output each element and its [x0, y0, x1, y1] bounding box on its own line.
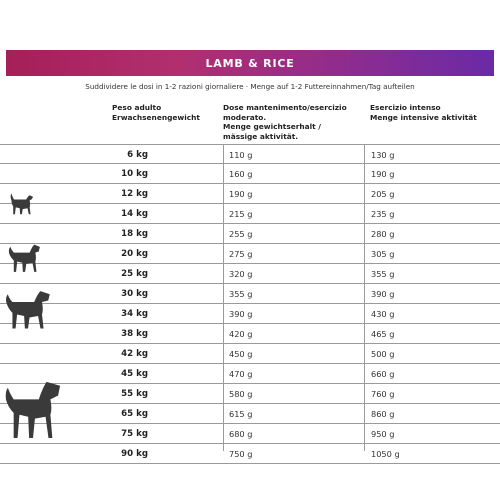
- weight-cell: 65 kg: [121, 409, 148, 419]
- table-row: [0, 204, 500, 224]
- intense-cell: 860 g: [371, 409, 395, 419]
- maintenance-cell: 320 g: [229, 269, 253, 279]
- weight-cell: 20 kg: [121, 249, 148, 259]
- maintenance-cell: 450 g: [229, 349, 253, 359]
- intense-cell: 280 g: [371, 229, 395, 239]
- maintenance-cell: 680 g: [229, 429, 253, 439]
- table-row: [0, 304, 500, 324]
- intense-cell: 660 g: [371, 369, 395, 379]
- intense-cell: 390 g: [371, 289, 395, 299]
- maintenance-cell: 255 g: [229, 229, 253, 239]
- intense-cell: 500 g: [371, 349, 395, 359]
- large-dog-icon: [4, 288, 52, 330]
- maintenance-cell: 190 g: [229, 189, 253, 199]
- table-row: [0, 344, 500, 364]
- intense-cell: 465 g: [371, 329, 395, 339]
- weight-cell: 45 kg: [121, 369, 148, 379]
- intense-cell: 760 g: [371, 389, 395, 399]
- weight-cell: 38 kg: [121, 329, 148, 339]
- table-row: [0, 264, 500, 284]
- weight-cell: 10 kg: [121, 169, 148, 179]
- weight-cell: 55 kg: [121, 389, 148, 399]
- product-banner: [6, 50, 494, 76]
- weight-cell: 18 kg: [121, 229, 148, 239]
- weight-cell: 12 kg: [121, 189, 148, 199]
- intense-cell: 950 g: [371, 429, 395, 439]
- weight-cell: 75 kg: [121, 429, 148, 439]
- column-header-maintenance: Dose mantenimento/esercizio moderato. Menge gewichtserhalt / mässige aktivität.: [223, 103, 347, 141]
- intense-cell: 305 g: [371, 249, 395, 259]
- intense-cell: 355 g: [371, 269, 395, 279]
- maintenance-cell: 580 g: [229, 389, 253, 399]
- intense-cell: 190 g: [371, 169, 395, 179]
- maintenance-cell: 355 g: [229, 289, 253, 299]
- table-row: [0, 184, 500, 204]
- maintenance-cell: 750 g: [229, 449, 253, 459]
- weight-cell: 25 kg: [121, 269, 148, 279]
- table-row: [0, 384, 500, 404]
- table-row: [0, 244, 500, 264]
- feeding-table: [0, 144, 500, 464]
- intense-cell: 1050 g: [371, 449, 400, 459]
- maintenance-cell: 390 g: [229, 309, 253, 319]
- column-header-weight: Peso adulto Erwachsenengewicht: [112, 103, 200, 122]
- maintenance-cell: 215 g: [229, 209, 253, 219]
- medium-dog-icon: [6, 239, 42, 273]
- small-dog-icon: [8, 189, 34, 217]
- weight-cell: 6 kg: [127, 150, 148, 160]
- weight-cell: 30 kg: [121, 289, 148, 299]
- maintenance-cell: 110 g: [229, 150, 253, 160]
- intense-cell: 130 g: [371, 150, 395, 160]
- maintenance-cell: 615 g: [229, 409, 253, 419]
- table-row: [0, 444, 500, 464]
- intense-cell: 430 g: [371, 309, 395, 319]
- giant-dog-icon: [4, 378, 62, 440]
- intense-cell: 205 g: [371, 189, 395, 199]
- table-row: [0, 424, 500, 444]
- table-row: [0, 224, 500, 244]
- maintenance-cell: 420 g: [229, 329, 253, 339]
- table-row: [0, 364, 500, 384]
- maintenance-cell: 470 g: [229, 369, 253, 379]
- weight-cell: 34 kg: [121, 309, 148, 319]
- table-row: [0, 324, 500, 344]
- maintenance-cell: 160 g: [229, 169, 253, 179]
- product-title: LAMB & RICE: [205, 56, 295, 70]
- column-header-intense: Esercizio intenso Menge intensive aktivität: [370, 103, 477, 122]
- intense-cell: 235 g: [371, 209, 395, 219]
- weight-cell: 14 kg: [121, 209, 148, 219]
- weight-cell: 90 kg: [121, 449, 148, 459]
- maintenance-cell: 275 g: [229, 249, 253, 259]
- weight-cell: 42 kg: [121, 349, 148, 359]
- table-row: [0, 404, 500, 424]
- table-row: [0, 144, 500, 164]
- table-row: [0, 164, 500, 184]
- table-row: [0, 284, 500, 304]
- feeding-instructions: Suddividere le dosi in 1-2 razioni giornaliere · Menge auf 1-2 Futtereinnahmen/Tag aufteilen: [85, 82, 415, 91]
